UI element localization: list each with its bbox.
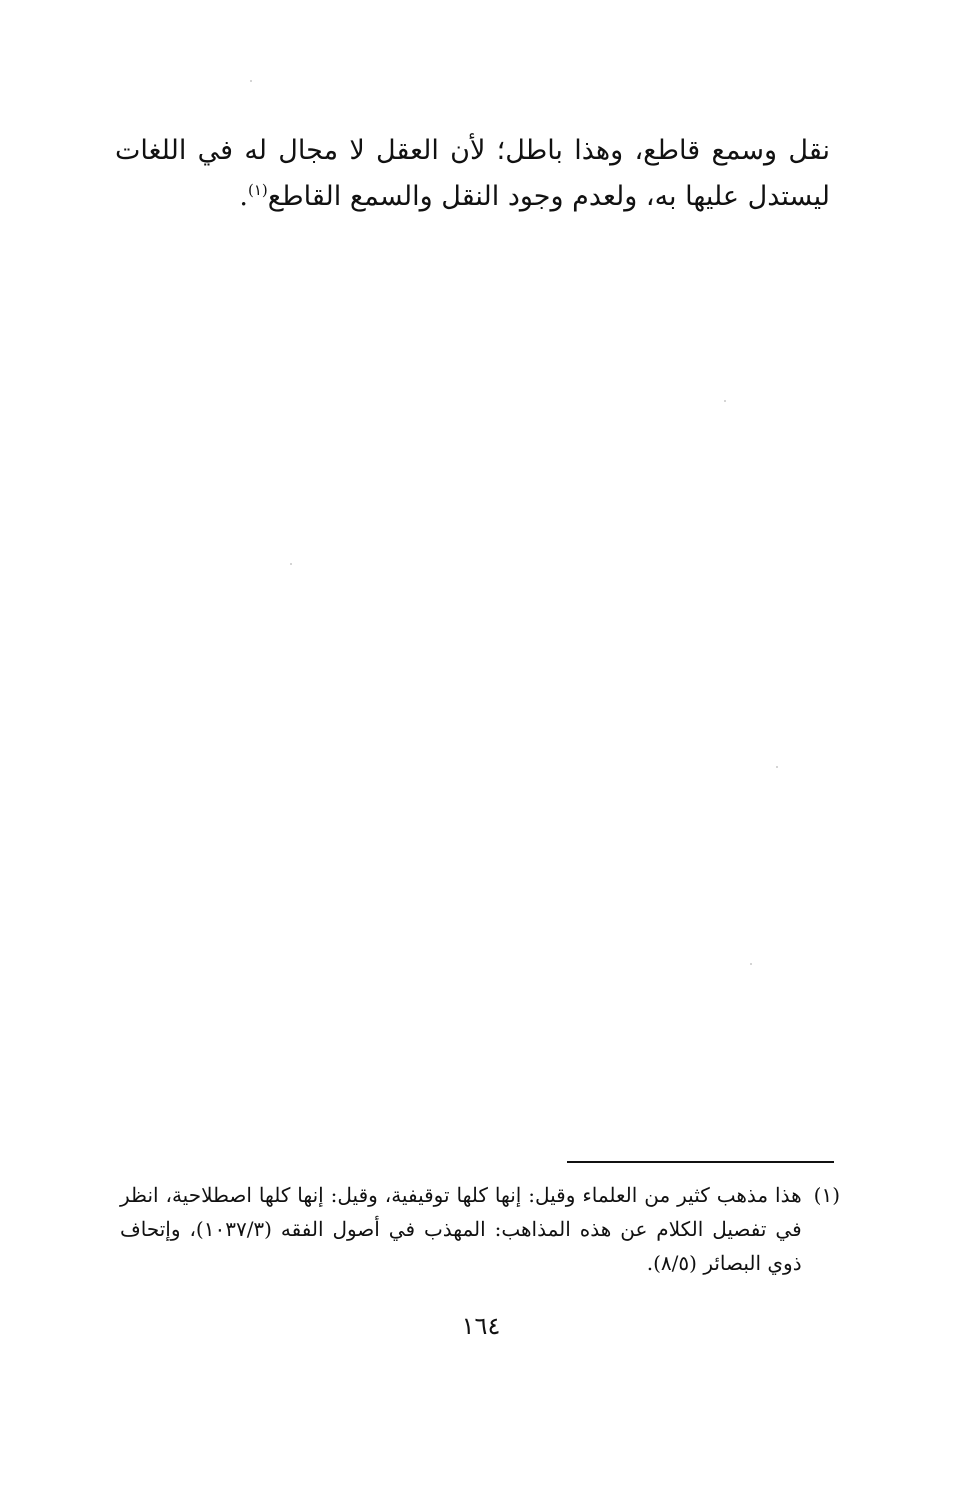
footnote-marker: (١) <box>813 1183 840 1207</box>
body-paragraph-text: نقل وسمع قاطع، وهذا باطل؛ لأن العقل لا مجال له في اللغات ليستدل عليها به، ولعدم وجود النقل والسمع القاطع <box>115 135 830 212</box>
scan-speck <box>290 563 292 565</box>
scan-speck <box>776 766 778 768</box>
footnote-item <box>120 1178 840 1280</box>
footnote-reference: (١) <box>248 181 268 199</box>
body-paragraph <box>115 128 830 220</box>
footnote-separator <box>567 1161 834 1163</box>
footnote-text: هذا مذهب كثير من العلماء وقيل: إنها كلها توقيفية، وقيل: إنها كلها اصطلاحية، انظر في تفصيل الكلام عن هذه المذاهب: المهذب في أصول الفقه (١٠٣٧/٣)، وإتحاف ذوي البصائر (٨/٥). <box>120 1183 802 1275</box>
page-number: ١٦٤ <box>461 1312 501 1340</box>
scan-speck <box>750 963 752 965</box>
scan-speck <box>250 80 252 82</box>
end-punctuation: . <box>239 181 248 212</box>
footnotes <box>120 1178 840 1280</box>
scan-speck <box>724 400 726 402</box>
body-text <box>115 128 830 220</box>
